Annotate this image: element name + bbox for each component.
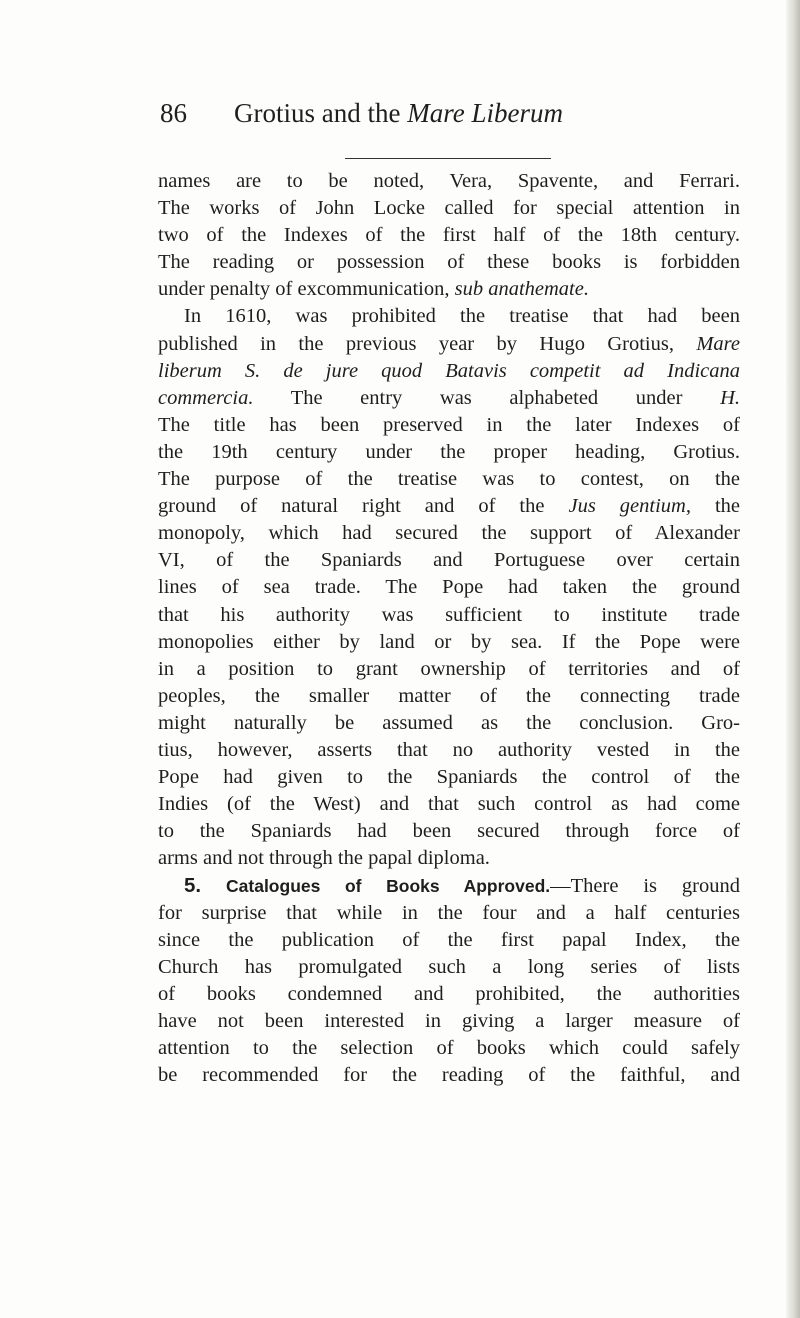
section-heading-line: 5. Catalogues of Books Approved.—There is ground	[184, 874, 740, 898]
text-line: published in the previous year by Hugo Grotius, Mare	[158, 332, 740, 355]
text-line: Church has promulgated such a long series of lists	[158, 955, 740, 978]
text-line: of books condemned and prohibited, the authorities	[158, 982, 740, 1005]
text-line: arms and not through the papal diploma.	[158, 847, 490, 870]
paragraph-start-line: In 1610, was prohibited the treatise that had been	[184, 305, 740, 328]
text-line: peoples, the smaller matter of the connecting trade	[158, 684, 740, 707]
text-line: The title has been preserved in the later Indexes of	[158, 413, 740, 436]
section-number: 5.	[184, 874, 202, 898]
running-title: Grotius and the Mare Liberum	[234, 98, 563, 128]
page-number: 86	[160, 98, 187, 128]
text-line: lines of sea trade. The Pope had taken the ground	[158, 576, 740, 599]
text-line: two of the Indexes of the first half of the 18th century.	[158, 224, 740, 247]
page-edge-shadow	[786, 0, 800, 1318]
text-line: might naturally be assumed as the conclusion. Gro-	[158, 711, 740, 734]
text-line: The purpose of the treatise was to contest, on the	[158, 468, 740, 491]
text-line: that his authority was sufficient to institute trade	[158, 603, 740, 626]
text-line: names are to be noted, Vera, Spavente, and Ferrari.	[158, 170, 740, 192]
text-line: Indies (of the West) and that such control as had come	[158, 793, 740, 816]
text-line: since the publication of the first papal Index, the	[158, 928, 740, 951]
text-line: attention to the selection of books which could safely	[158, 1037, 740, 1059]
text-line: The works of John Locke called for special attention in	[158, 197, 740, 220]
body-text	[158, 168, 740, 1089]
text-line: the 19th century under the proper heading, Grotius.	[158, 440, 740, 463]
header-rule	[345, 158, 551, 159]
text-line: ground of natural right and of the Jus gentium, the	[158, 495, 740, 518]
text-line: commercia. The entry was alphabeted under H.	[158, 386, 740, 409]
text-line: under penalty of excommunication, sub anathemate.	[158, 278, 589, 301]
running-head	[160, 98, 563, 129]
text-line: monopoly, which had secured the support of Alexander	[158, 522, 740, 545]
text-line: for surprise that while in the four and a half centuries	[158, 901, 740, 924]
section-heading: Catalogues of Books Approved.	[226, 876, 551, 897]
text-line: tius, however, asserts that no authority vested in the	[158, 738, 740, 761]
text-line: be recommended for the reading of the faithful, and	[158, 1064, 740, 1087]
text-line: to the Spaniards had been secured through force of	[158, 820, 740, 843]
text-line: The reading or possession of these books is forbidden	[158, 251, 740, 274]
text-line: in a position to grant ownership of territories and of	[158, 657, 740, 680]
text-line: have not been interested in giving a larger measure of	[158, 1009, 740, 1032]
text-line: monopolies either by land or by sea. If the Pope were	[158, 630, 740, 653]
text-line: VI, of the Spaniards and Portuguese over certain	[158, 549, 740, 572]
text-line: liberum S. de jure quod Batavis competit ad Indicana	[158, 359, 740, 382]
text-line: Pope had given to the Spaniards the control of the	[158, 766, 740, 789]
